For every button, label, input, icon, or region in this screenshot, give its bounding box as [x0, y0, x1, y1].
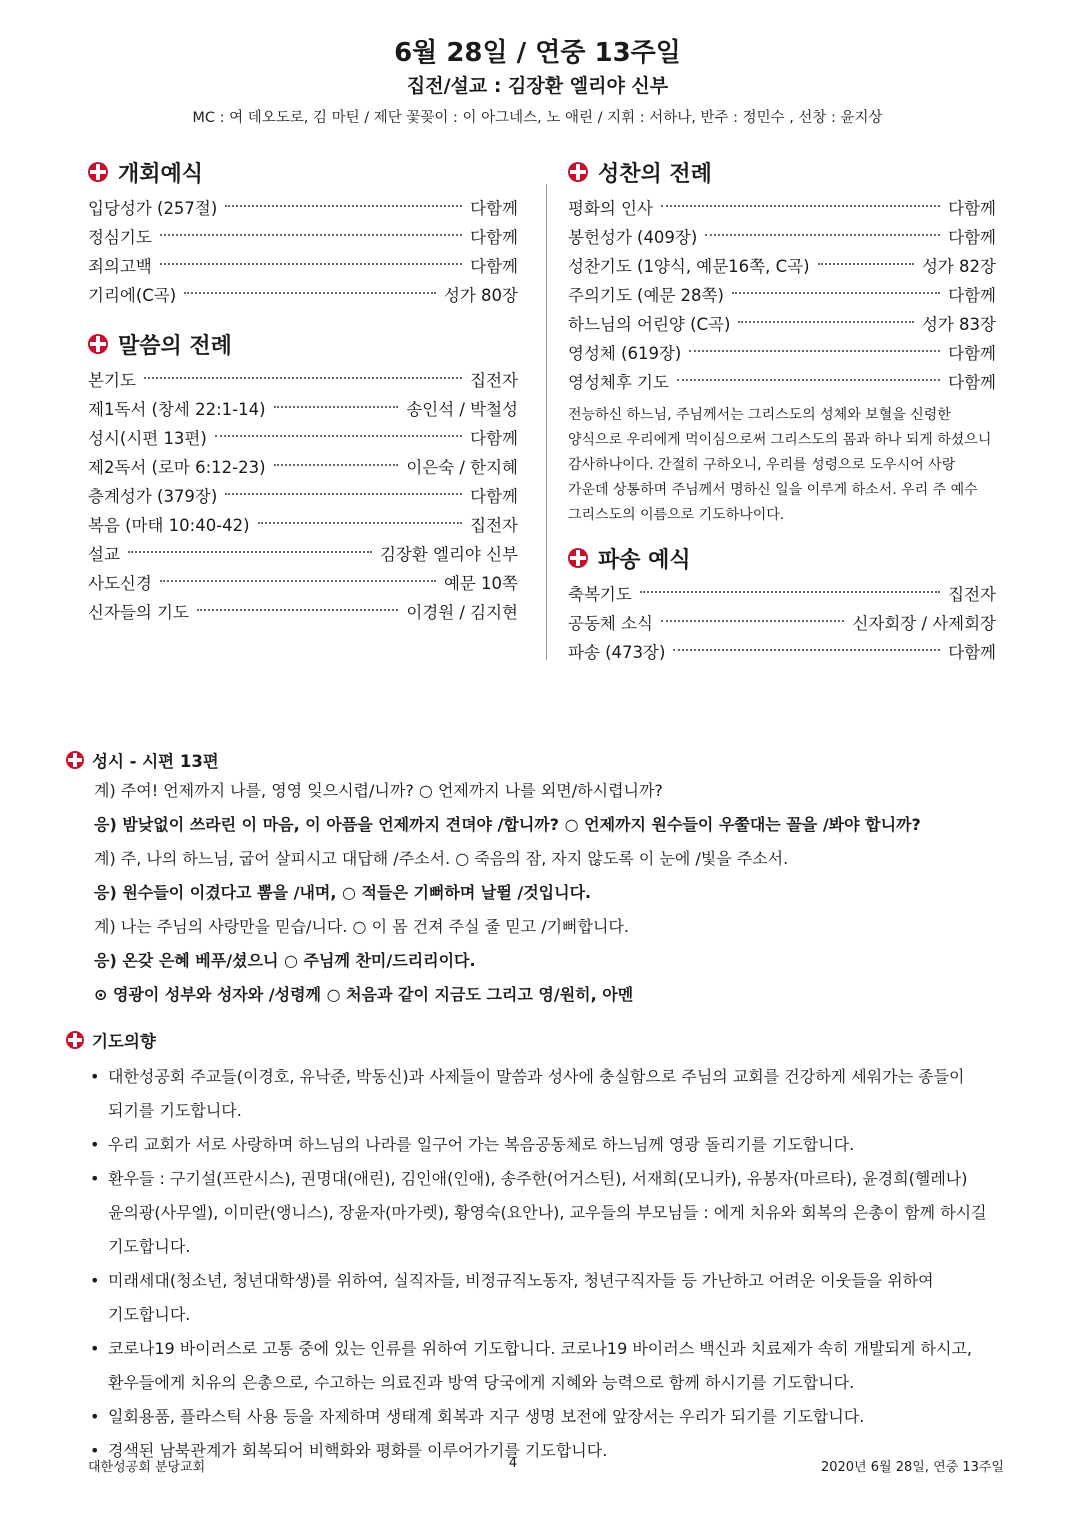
cross-icon [66, 1031, 84, 1049]
program-row [88, 366, 518, 395]
program-item-label: 성시(시편 13편) [88, 429, 207, 448]
program-item-label: 정심기도 [88, 228, 152, 247]
dot-leader [128, 551, 372, 553]
section-title: 개회예식 [118, 161, 204, 187]
program-item-value: 다함께 [948, 373, 996, 392]
program-item-value: 다함께 [470, 199, 518, 218]
dot-leader [274, 406, 399, 408]
program-item-value: 예문 10쪽 [443, 574, 518, 593]
dot-leader [225, 493, 462, 495]
dot-leader [677, 379, 940, 381]
program-item-value: 성가 83장 [921, 315, 996, 334]
dot-leader [258, 522, 463, 524]
program-item-label: 평화의 인사 [568, 199, 653, 218]
program-item-value: 집전자 [948, 585, 996, 604]
program-row [568, 194, 996, 223]
psalm-line: 계) 나는 주님의 사랑만을 믿습/니다. ○ 이 몸 건져 주실 줄 믿고 /기뻐합니다. [94, 917, 629, 936]
program-item-label: 파송 (473장) [568, 643, 666, 662]
program-row [88, 281, 518, 310]
footer-date: 2020년 6월 28일, 연중 13주일 [820, 1460, 1004, 1475]
left-column [88, 150, 518, 627]
page-title: 6월 28일 / 연중 13주일 [394, 38, 681, 68]
program-item-label: 하느님의 어린양 (C곡) [568, 315, 731, 334]
word-list [88, 366, 518, 627]
program-item-value: 다함께 [470, 228, 518, 247]
list-item: • 미래세대(청소년, 청년대학생)를 위하여, 실직자들, 비정규직노동자, 청년구직자들 등 가난하고 어려운 이웃들을 위하여 기도합니다. [90, 1264, 1006, 1332]
intentions-list [66, 1060, 1006, 1468]
dot-leader [738, 321, 914, 323]
program-row [568, 368, 996, 397]
program-row [88, 598, 518, 627]
program-item-label: 제1독서 (창세 22:1-14) [88, 400, 266, 419]
program-item-value: 신자회장 / 사제회장 [852, 614, 996, 633]
intentions-heading [66, 1026, 1006, 1054]
program-item-label: 입당성가 (257절) [88, 199, 218, 218]
program-item-value: 다함께 [470, 487, 518, 506]
dot-leader [274, 464, 399, 466]
cross-icon [568, 162, 588, 182]
dot-leader [215, 435, 462, 437]
program-item-value: 이은숙 / 한지혜 [406, 458, 518, 477]
list-item: • 경색된 남북관계가 회복되어 비핵화와 평화를 이루어가기를 기도합니다. [90, 1434, 1006, 1468]
dot-leader [705, 234, 940, 236]
program-item-value: 다함께 [948, 643, 996, 662]
dot-leader [184, 292, 436, 294]
program-row [568, 609, 996, 638]
post-communion-prayer: 전능하신 하느님, 주님께서는 그리스도의 성체와 보혈을 신령한 양식으로 우리에게 먹이심으로써 그리스도의 몸과 하나 되게 하셨으니 감사하나이다. 간절히 구하오니, 우리를 성령으로 도우시어 사랑 가운데 상통하며 주님께서 명하신 일을 이루게 하소서. 우리 주 예수 그리스도의 이름으로 기도하나이다. [568, 407, 992, 523]
dot-leader [160, 263, 462, 265]
program-row [88, 482, 518, 511]
celebrant-line: 집전/설교 : 김장환 엘리야 신부 [406, 75, 669, 97]
program-row [568, 580, 996, 609]
cross-icon [568, 548, 588, 568]
program-item-value: 다함께 [470, 257, 518, 276]
program-row [88, 453, 518, 482]
program-item-value: 다함께 [948, 286, 996, 305]
right-column [568, 150, 996, 667]
dot-leader [732, 292, 940, 294]
dot-leader [160, 580, 436, 582]
program-item-value: 성가 80장 [443, 286, 518, 305]
dot-leader [689, 350, 940, 352]
program-row [568, 339, 996, 368]
program-item-label: 공동체 소식 [568, 614, 653, 633]
section-title: 성찬의 전례 [598, 161, 712, 187]
dot-leader [661, 205, 940, 207]
program-row [88, 569, 518, 598]
program-item-value: 다함께 [948, 344, 996, 363]
program-row [88, 424, 518, 453]
list-item: • 대한성공회 주교들(이경호, 유낙준, 박동신)과 사제들이 말씀과 성사에 충실함으로 주님의 교회를 건강하게 세워가는 종들이 되기를 기도합니다. [90, 1060, 1006, 1128]
cross-icon [88, 162, 108, 182]
program-row [568, 252, 996, 281]
eucharist-list [568, 194, 996, 397]
intentions-section [66, 1026, 1006, 1468]
page-header [0, 36, 1075, 130]
psalm-heading [66, 746, 1006, 774]
program-item-label: 본기도 [88, 371, 136, 390]
intentions-title: 기도의향 [92, 1032, 156, 1051]
dot-leader [197, 609, 398, 611]
psalm-line: 응) 밤낮없이 쓰라린 이 마음, 이 아픔을 언제까지 견뎌야 /합니까? ○ 언제까지 원수들이 우쭐대는 꼴을 /봐야 합니까? [94, 815, 921, 834]
program-item-value: 김장환 엘리야 신부 [379, 545, 518, 564]
list-item: • 일회용품, 플라스틱 사용 등을 자제하며 생태계 회복과 지구 생명 보전에 앞장서는 우리가 되기를 기도합니다. [90, 1400, 1006, 1434]
footer-church-name: 대한성공회 분당교회 [88, 1460, 206, 1475]
program-row [88, 511, 518, 540]
program-item-label: 영성체 (619장) [568, 344, 682, 363]
program-row [568, 281, 996, 310]
program-item-value: 성가 82장 [921, 257, 996, 276]
dot-leader [818, 263, 914, 265]
psalm-lines [66, 774, 1006, 1012]
page-number: 4 [508, 1456, 518, 1471]
program-item-value: 다함께 [470, 429, 518, 448]
program-item-label: 제2독서 (로마 6:12-23) [88, 458, 266, 477]
program-item-value: 집전자 [470, 371, 518, 390]
psalm-section [66, 746, 1006, 1012]
section-title: 파송 예식 [598, 547, 691, 573]
dot-leader [640, 591, 940, 593]
psalm-title: 성시 - 시편 13편 [92, 752, 219, 771]
program-item-value: 송인석 / 박철성 [406, 400, 518, 419]
section-opening-heading [88, 150, 518, 194]
section-title: 말씀의 전례 [118, 333, 232, 359]
program-item-label: 신자들의 기도 [88, 603, 189, 622]
program-row [88, 252, 518, 281]
ministers-line: MC : 여 데오도로, 김 마틴 / 제단 꽃꽂이 : 이 아그네스, 노 애린 / 지휘 : 서하나, 반주 : 정민수 , 선창 : 윤지상 [192, 110, 883, 126]
list-item: • 코로나19 바이러스로 고통 중에 있는 인류를 위하여 기도합니다. 코로나19 바이러스 백신과 치료제가 속히 개발되게 하시고, 환우들에게 치유의 은총으로, 수고하는 의료진과 방역 당국에게 지혜와 능력으로 함께 하시기를 기도합니다. [90, 1332, 1006, 1400]
section-eucharist-heading [568, 150, 996, 194]
program-item-label: 복음 (마태 10:40-42) [88, 516, 250, 535]
cross-icon [66, 751, 84, 769]
program-item-label: 봉헌성가 (409장) [568, 228, 698, 247]
program-item-label: 축복기도 [568, 585, 632, 604]
dot-leader [144, 377, 462, 379]
program-item-label: 영성체후 기도 [568, 373, 669, 392]
psalm-line: 계) 주여! 언제까지 나를, 영영 잊으시렵/니까? ○ 언제까지 나를 외면/하시렵니까? [94, 781, 663, 800]
section-word-heading [88, 322, 518, 366]
section-dismissal-heading [568, 536, 996, 580]
program-item-label: 주의기도 (예문 28쪽) [568, 286, 724, 305]
program-item-value: 집전자 [470, 516, 518, 535]
psalm-line: 응) 온갖 은혜 베푸/셨으니 ○ 주님께 찬미/드리리이다. [94, 951, 476, 970]
program-item-label: 기리에(C곡) [88, 286, 177, 305]
program-item-value: 이경원 / 김지현 [406, 603, 518, 622]
opening-list [88, 194, 518, 310]
dot-leader [673, 649, 940, 651]
cross-icon [88, 334, 108, 354]
program-row [88, 223, 518, 252]
dismissal-list [568, 580, 996, 667]
program-item-value: 다함께 [948, 228, 996, 247]
program-row [88, 540, 518, 569]
program-item-label: 사도신경 [88, 574, 152, 593]
program-row [88, 194, 518, 223]
program-row [88, 395, 518, 424]
program-item-value: 다함께 [948, 199, 996, 218]
psalm-line: 응) 원수들이 이겼다고 뽐을 /내며, ○ 적들은 기뻐하며 날뛸 /것입니다. [94, 883, 592, 902]
list-item: • 환우들 : 구기설(프란시스), 권명대(애린), 김인애(인애), 송주한(어거스틴), 서재희(모니카), 유봉자(마르타), 윤경희(헬레나) 윤의광(사무엘), 이미란(앵니스), 장윤자(마가렛), 황영숙(요안나), 교우들의 부모님들 : 에게 치유와 회복의 은총이 함께 하시길 기도합니다. [90, 1162, 1006, 1264]
psalm-line: 계) 주, 나의 하느님, 굽어 살피시고 대답해 /주소서. ○ 죽음의 잠, 자지 않도록 이 눈에 /빛을 주소서. [94, 849, 789, 868]
dot-leader [225, 205, 462, 207]
program-item-label: 설교 [88, 545, 120, 564]
program-item-label: 죄의고백 [88, 257, 152, 276]
column-divider [546, 184, 547, 660]
dot-leader [661, 620, 844, 622]
program-item-label: 층계성가 (379장) [88, 487, 218, 506]
program-row [568, 638, 996, 667]
dot-leader [160, 234, 462, 236]
program-item-label: 성찬기도 (1양식, 예문16쪽, C곡) [568, 257, 810, 276]
list-item: • 우리 교회가 서로 사랑하며 하느님의 나라를 일구어 가는 복음공동체로 하느님께 영광 돌리기를 기도합니다. [90, 1128, 1006, 1162]
psalm-line: ⊙ 영광이 성부와 성자와 /성령께 ○ 처음과 같이 지금도 그리고 영/원히, 아멘 [94, 985, 634, 1004]
page-footer [88, 1456, 1004, 1475]
program-row [568, 223, 996, 252]
program-row [568, 310, 996, 339]
